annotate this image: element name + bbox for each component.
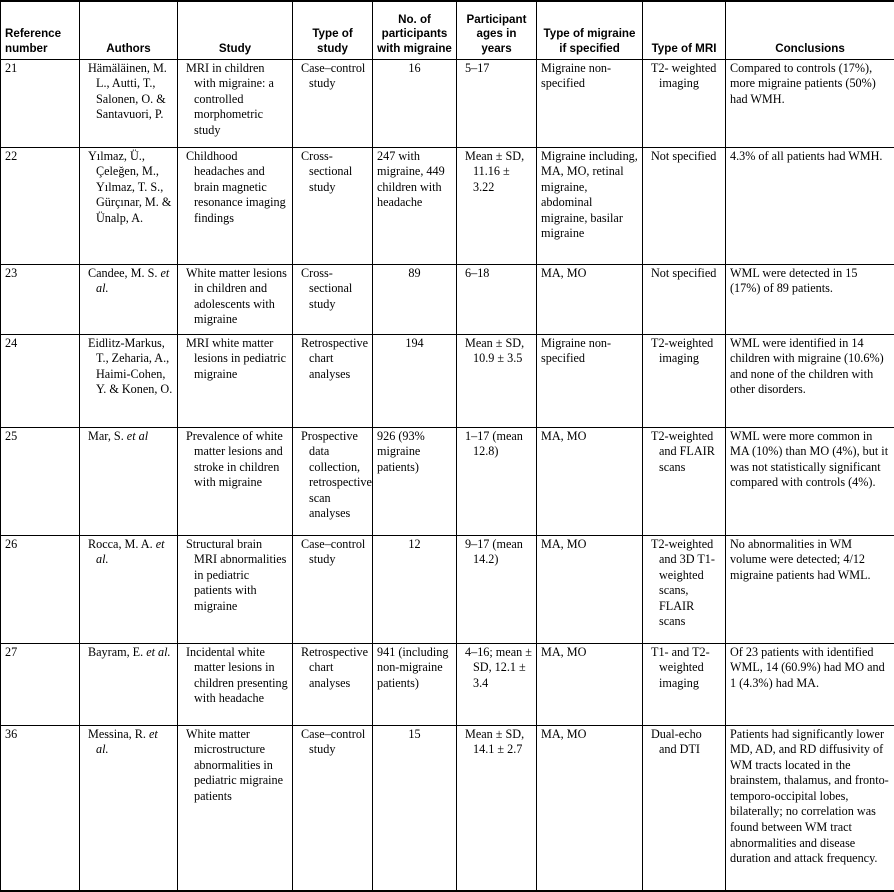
table-row: [1, 427, 894, 535]
header-migraine-type: Type of migraine if specified: [537, 1, 643, 59]
cell-mri-type-text: T1- and T2-weighted imaging: [647, 645, 721, 692]
cell-migraine-type: [537, 59, 643, 147]
cell-conclusions-text: 4.3% of all patients had WMH.: [730, 149, 890, 165]
cell-conclusions-text: No abnormalities in WM volume were detected; 4/12 migraine patients had WML.: [730, 537, 890, 584]
cell-authors-etal: et al.: [96, 537, 165, 567]
cell-participants-text: 89: [377, 266, 452, 282]
cell-participants: [373, 334, 457, 427]
cell-reference-number: [1, 427, 80, 535]
cell-migraine-type-text: MA, MO: [541, 537, 638, 553]
cell-conclusions: [726, 59, 894, 147]
cell-participants: [373, 643, 457, 725]
cell-mri-type: [643, 264, 726, 334]
cell-study: [178, 427, 293, 535]
table-body: [1, 59, 894, 891]
cell-migraine-type: [537, 725, 643, 891]
cell-type-of-study: [293, 264, 373, 334]
cell-ages-text: Mean ± SD, 10.9 ± 3.5: [461, 336, 532, 367]
cell-conclusions-text: Patients had significantly lower MD, AD, and RD diffusivity of WM tracts located in the brainstem, thalamus, and fronto-temporo-occipital lobes, bilaterally; no correlation was found between WM tract abnormalities and disease duration and attack frequency.: [730, 727, 890, 867]
cell-participants: [373, 147, 457, 264]
cell-conclusions: [726, 535, 894, 643]
cell-authors-etal: et al: [127, 429, 148, 443]
cell-mri-type-text: T2- weighted imaging: [647, 61, 721, 92]
cell-ages: [457, 427, 537, 535]
header-reference-number: Reference number: [1, 1, 80, 59]
cell-conclusions-text: Of 23 patients with identified WML, 14 (60.9%) had MO and 1 (4.3%) had MA.: [730, 645, 890, 692]
cell-participants: [373, 427, 457, 535]
cell-study-text: White matter lesions in children and adolescents with migraine: [182, 266, 288, 328]
cell-reference-number-text: 21: [5, 61, 75, 77]
cell-type-of-study: [293, 725, 373, 891]
cell-type-of-study: [293, 535, 373, 643]
cell-participants: [373, 725, 457, 891]
cell-mri-type-text: Not specified: [647, 266, 721, 282]
cell-reference-number: [1, 59, 80, 147]
cell-ages: [457, 59, 537, 147]
cell-migraine-type: [537, 643, 643, 725]
cell-authors: [80, 643, 178, 725]
cell-authors: [80, 334, 178, 427]
header-participants: No. of participants with migraine: [373, 1, 457, 59]
cell-study: [178, 535, 293, 643]
cell-mri-type-text: T2-weighted and FLAIR scans: [647, 429, 721, 476]
cell-migraine-type-text: MA, MO: [541, 266, 638, 282]
cell-reference-number: [1, 643, 80, 725]
cell-reference-number-text: 23: [5, 266, 75, 282]
cell-reference-number: [1, 725, 80, 891]
cell-authors-text: Yılmaz, Ü., Çeleğen, M., Yılmaz, T. S., Gürçınar, M. & Ünalp, A.: [84, 149, 173, 227]
cell-migraine-type-text: Migraine including, MA, MO, retinal migraine, abdominal migraine, basilar migraine: [541, 149, 638, 243]
cell-conclusions-text: WML were more common in MA (10%) than MO (4%), but it was not statistically significant compared with controls (4%).: [730, 429, 890, 491]
cell-study-text: Childhood headaches and brain magnetic resonance imaging findings: [182, 149, 288, 227]
header-study: Study: [178, 1, 293, 59]
table-row: [1, 535, 894, 643]
cell-reference-number: [1, 147, 80, 264]
cell-ages-text: 1–17 (mean 12.8): [461, 429, 532, 460]
cell-participants: [373, 535, 457, 643]
cell-authors-text: Hämäläinen, M. L., Autti, T., Salonen, O. & Santavuori, P.: [84, 61, 173, 123]
cell-type-of-study-text: Case–control study: [297, 537, 368, 568]
cell-mri-type: [643, 725, 726, 891]
cell-mri-type-text: Dual-echo and DTI: [647, 727, 721, 758]
cell-ages-text: 4–16; mean ± SD, 12.1 ± 3.4: [461, 645, 532, 692]
cell-mri-type-text: T2-weighted imaging: [647, 336, 721, 367]
cell-migraine-type-text: MA, MO: [541, 645, 638, 661]
cell-authors-text: Rocca, M. A.: [88, 537, 153, 551]
cell-mri-type: [643, 643, 726, 725]
cell-participants: [373, 264, 457, 334]
table-row: [1, 264, 894, 334]
cell-ages: [457, 725, 537, 891]
cell-conclusions-text: WML were detected in 15 (17%) of 89 patients.: [730, 266, 890, 297]
cell-conclusions: [726, 725, 894, 891]
cell-participants-text: 247 with migraine, 449 children with headache: [377, 149, 452, 211]
cell-migraine-type: [537, 264, 643, 334]
cell-study-text: White matter microstructure abnormalities in pediatric migraine patients: [182, 727, 288, 805]
cell-type-of-study: [293, 147, 373, 264]
cell-type-of-study-text: Case–control study: [297, 61, 368, 92]
cell-type-of-study: [293, 59, 373, 147]
cell-study: [178, 725, 293, 891]
cell-ages: [457, 264, 537, 334]
cell-mri-type: [643, 535, 726, 643]
cell-reference-number: [1, 535, 80, 643]
cell-mri-type-text: T2-weighted and 3D T1-weighted scans, FLAIR scans: [647, 537, 721, 631]
cell-type-of-study-text: Cross-sectional study: [297, 149, 368, 196]
cell-authors-etal: et al.: [96, 727, 158, 757]
cell-ages-text: Mean ± SD, 14.1 ± 2.7: [461, 727, 532, 758]
cell-reference-number: [1, 334, 80, 427]
cell-ages: [457, 643, 537, 725]
cell-ages: [457, 334, 537, 427]
cell-study: [178, 147, 293, 264]
cell-study: [178, 59, 293, 147]
table-row: [1, 643, 894, 725]
cell-authors: [80, 535, 178, 643]
cell-type-of-study-text: Retrospective chart analyses: [297, 645, 368, 692]
cell-authors-etal: et al.: [146, 645, 170, 659]
cell-authors-text: Eidlitz-Markus, T., Zeharia, A., Haimi-Cohen, Y. & Konen, O.: [84, 336, 173, 398]
cell-type-of-study-text: Cross-sectional study: [297, 266, 368, 313]
cell-participants-text: 941 (including non-migraine patients): [377, 645, 452, 692]
cell-migraine-type: [537, 427, 643, 535]
cell-type-of-study-text: Case–control study: [297, 727, 368, 758]
cell-mri-type: [643, 147, 726, 264]
cell-reference-number: [1, 264, 80, 334]
cell-ages-text: 9–17 (mean 14.2): [461, 537, 532, 568]
cell-type-of-study-text: Retrospective chart analyses: [297, 336, 368, 383]
cell-migraine-type: [537, 334, 643, 427]
cell-ages: [457, 535, 537, 643]
cell-conclusions-text: WML were identified in 14 children with migraine (10.6%) and none of the children with other disorders.: [730, 336, 890, 398]
cell-reference-number-text: 22: [5, 149, 75, 165]
header-type-of-study: Type of study: [293, 1, 373, 59]
cell-participants: [373, 59, 457, 147]
cell-authors: [80, 264, 178, 334]
header-conclusions: Conclusions: [726, 1, 894, 59]
cell-authors-text: Bayram, E.: [88, 645, 143, 659]
cell-participants-text: 15: [377, 727, 452, 743]
table-row: [1, 59, 894, 147]
cell-authors-text: Messina, R.: [88, 727, 146, 741]
cell-conclusions: [726, 147, 894, 264]
cell-migraine-type-text: Migraine non-specified: [541, 61, 638, 92]
header-ages: Participant ages in years: [457, 1, 537, 59]
cell-ages: [457, 147, 537, 264]
cell-study: [178, 643, 293, 725]
cell-study: [178, 334, 293, 427]
table-row: [1, 725, 894, 891]
cell-authors-etal: et al.: [96, 266, 169, 296]
cell-conclusions: [726, 264, 894, 334]
cell-type-of-study-text: Prospective data collection, retrospective scan analyses: [297, 429, 368, 523]
cell-study-text: Incidental white matter lesions in children presenting with headache: [182, 645, 288, 707]
header-authors: Authors: [80, 1, 178, 59]
table-row: [1, 147, 894, 264]
cell-participants-text: 194: [377, 336, 452, 352]
cell-reference-number-text: 24: [5, 336, 75, 352]
cell-ages-text: 5–17: [461, 61, 532, 77]
cell-migraine-type-text: MA, MO: [541, 727, 638, 743]
cell-authors: [80, 59, 178, 147]
cell-migraine-type-text: Migraine non-specified: [541, 336, 638, 367]
cell-mri-type: [643, 427, 726, 535]
cell-reference-number-text: 36: [5, 727, 75, 743]
cell-ages-text: Mean ± SD, 11.16 ± 3.22: [461, 149, 532, 196]
cell-reference-number-text: 25: [5, 429, 75, 445]
cell-participants-text: 12: [377, 537, 452, 553]
cell-reference-number-text: 26: [5, 537, 75, 553]
cell-study: [178, 264, 293, 334]
cell-migraine-type: [537, 147, 643, 264]
cell-authors: [80, 147, 178, 264]
cell-mri-type: [643, 334, 726, 427]
cell-study-text: Prevalence of white matter lesions and stroke in children with migraine: [182, 429, 288, 491]
cell-conclusions: [726, 427, 894, 535]
header-mri-type: Type of MRI: [643, 1, 726, 59]
cell-migraine-type: [537, 535, 643, 643]
cell-conclusions-text: Compared to controls (17%), more migraine patients (50%) had WMH.: [730, 61, 890, 108]
cell-migraine-type-text: MA, MO: [541, 429, 638, 445]
cell-type-of-study: [293, 427, 373, 535]
cell-participants-text: 926 (93% migraine patients): [377, 429, 452, 476]
cell-study-text: MRI in children with migraine: a controlled morphometric study: [182, 61, 288, 139]
cell-authors-text: Mar, S.: [88, 429, 124, 443]
cell-conclusions: [726, 643, 894, 725]
cell-conclusions: [726, 334, 894, 427]
cell-study-text: Structural brain MRI abnormalities in pediatric patients with migraine: [182, 537, 288, 615]
cell-mri-type-text: Not specified: [647, 149, 721, 165]
cell-authors-text: Candee, M. S.: [88, 266, 157, 280]
cell-authors: [80, 427, 178, 535]
header-row: [1, 1, 894, 59]
cell-authors: [80, 725, 178, 891]
cell-study-text: MRI white matter lesions in pediatric migraine: [182, 336, 288, 383]
cell-mri-type: [643, 59, 726, 147]
cell-participants-text: 16: [377, 61, 452, 77]
cell-ages-text: 6–18: [461, 266, 532, 282]
cell-type-of-study: [293, 643, 373, 725]
cell-reference-number-text: 27: [5, 645, 75, 661]
cell-type-of-study: [293, 334, 373, 427]
table-row: [1, 334, 894, 427]
